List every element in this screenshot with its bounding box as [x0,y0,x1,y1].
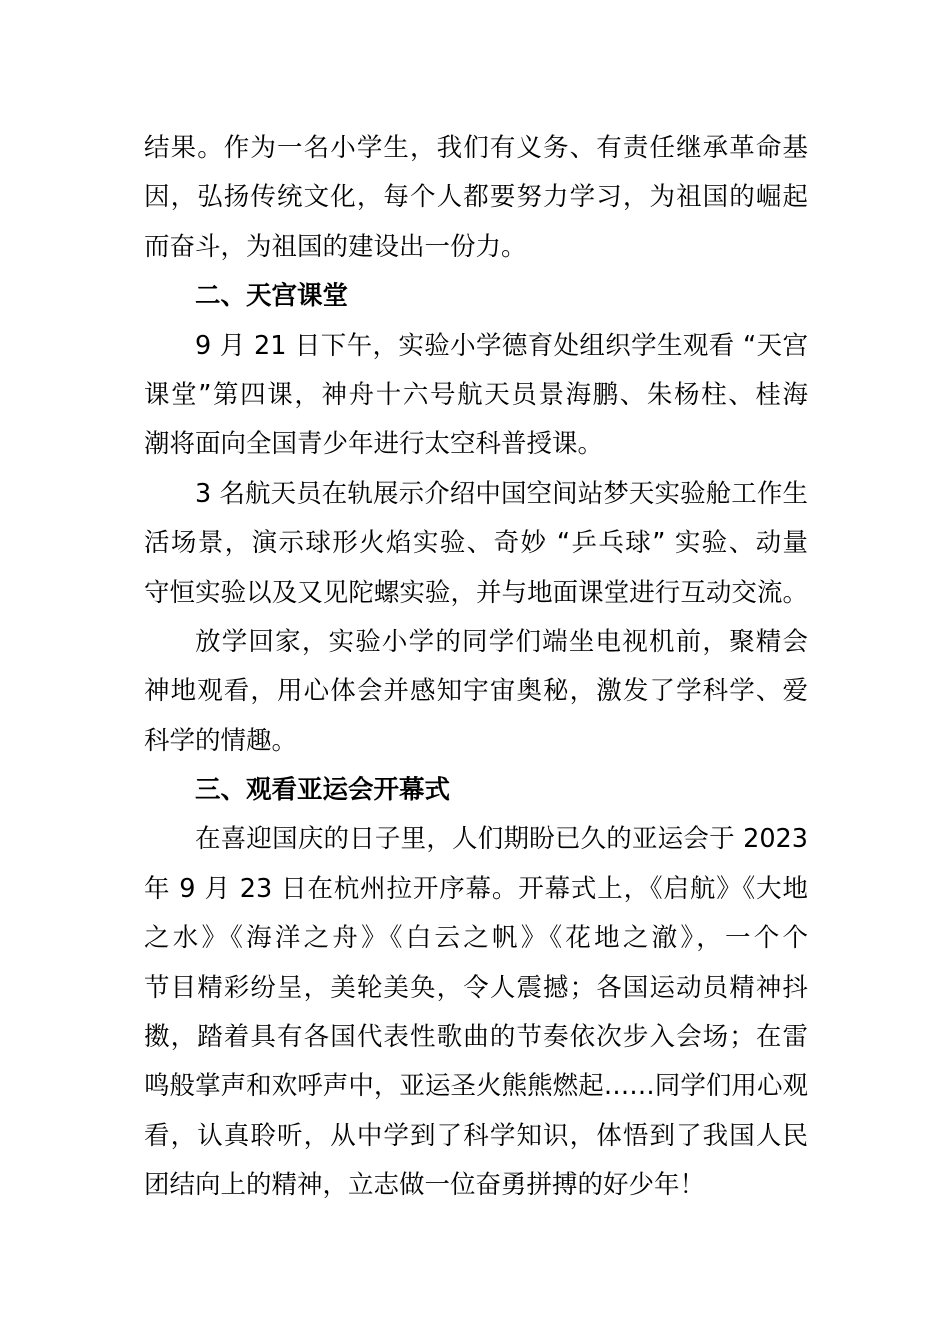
paragraph-line: 看，认真聆听，从中学到了科学知识，体悟到了我国人民 [144,1120,808,1151]
paragraph-line: 年 9 月 23 日在杭州拉开序幕。开幕式上，《启航》《大地 [144,873,808,904]
section-heading: 二、天宫课堂 [195,281,349,312]
paragraph-line: 之水》《海洋之舟》《白云之帆》《花地之澈》，一个个 [144,923,808,954]
paragraph-line: 结果。作为一名小学生，我们有义务、有责任继承革命基 [144,133,808,163]
paragraph-line: 守恒实验以及又见陀螺实验，并与地面课堂进行互动交流。 [144,577,808,608]
paragraph-line: 课堂”第四课，神舟十六号航天员景海鹏、朱杨柱、桂海 [144,379,808,410]
paragraph-line: 神地观看，用心体会并感知宇宙奥秘，激发了学科学、爱 [144,676,808,707]
paragraph-line: 在喜迎国庆的日子里，人们期盼已久的亚运会于 2023 [195,824,808,855]
paragraph-line: 9 月 21 日下午，实验小学德育处组织学生观看 “天宫 [195,330,808,361]
paragraph-line: 鸣般掌声和欢呼声中，亚运圣火熊熊燃起……同学们用心观 [144,1071,808,1102]
paragraph-line: 而奋斗，为祖国的建设出一份力。 [144,231,527,262]
paragraph-line: 潮将面向全国青少年进行太空科普授课。 [144,429,604,460]
document-page [144,124,808,1211]
paragraph-line: 活场景，演示球形火焰实验、奇妙 “乒乓球” 实验、动量 [144,528,808,559]
paragraph-line: 擞，踏着具有各国代表性歌曲的节奏依次步入会场；在雷 [144,1022,808,1053]
paragraph-line: 节目精彩纷呈，美轮美奂，令人震撼；各国运动员精神抖 [144,972,808,1003]
paragraph-line: 因，弘扬传统文化，每个人都要努力学习，为祖国的崛起 [144,182,808,213]
paragraph-line: 放学回家，实验小学的同学们端坐电视机前，聚精会 [195,626,808,657]
section-heading: 三、观看亚运会开幕式 [195,775,451,806]
paragraph-line: 团结向上的精神，立志做一位奋勇拼搏的好少年！ [144,1170,706,1201]
paragraph-line: 科学的情趣。 [144,725,298,756]
paragraph-line: 3 名航天员在轨展示介绍中国空间站梦天实验舱工作生 [195,478,808,509]
